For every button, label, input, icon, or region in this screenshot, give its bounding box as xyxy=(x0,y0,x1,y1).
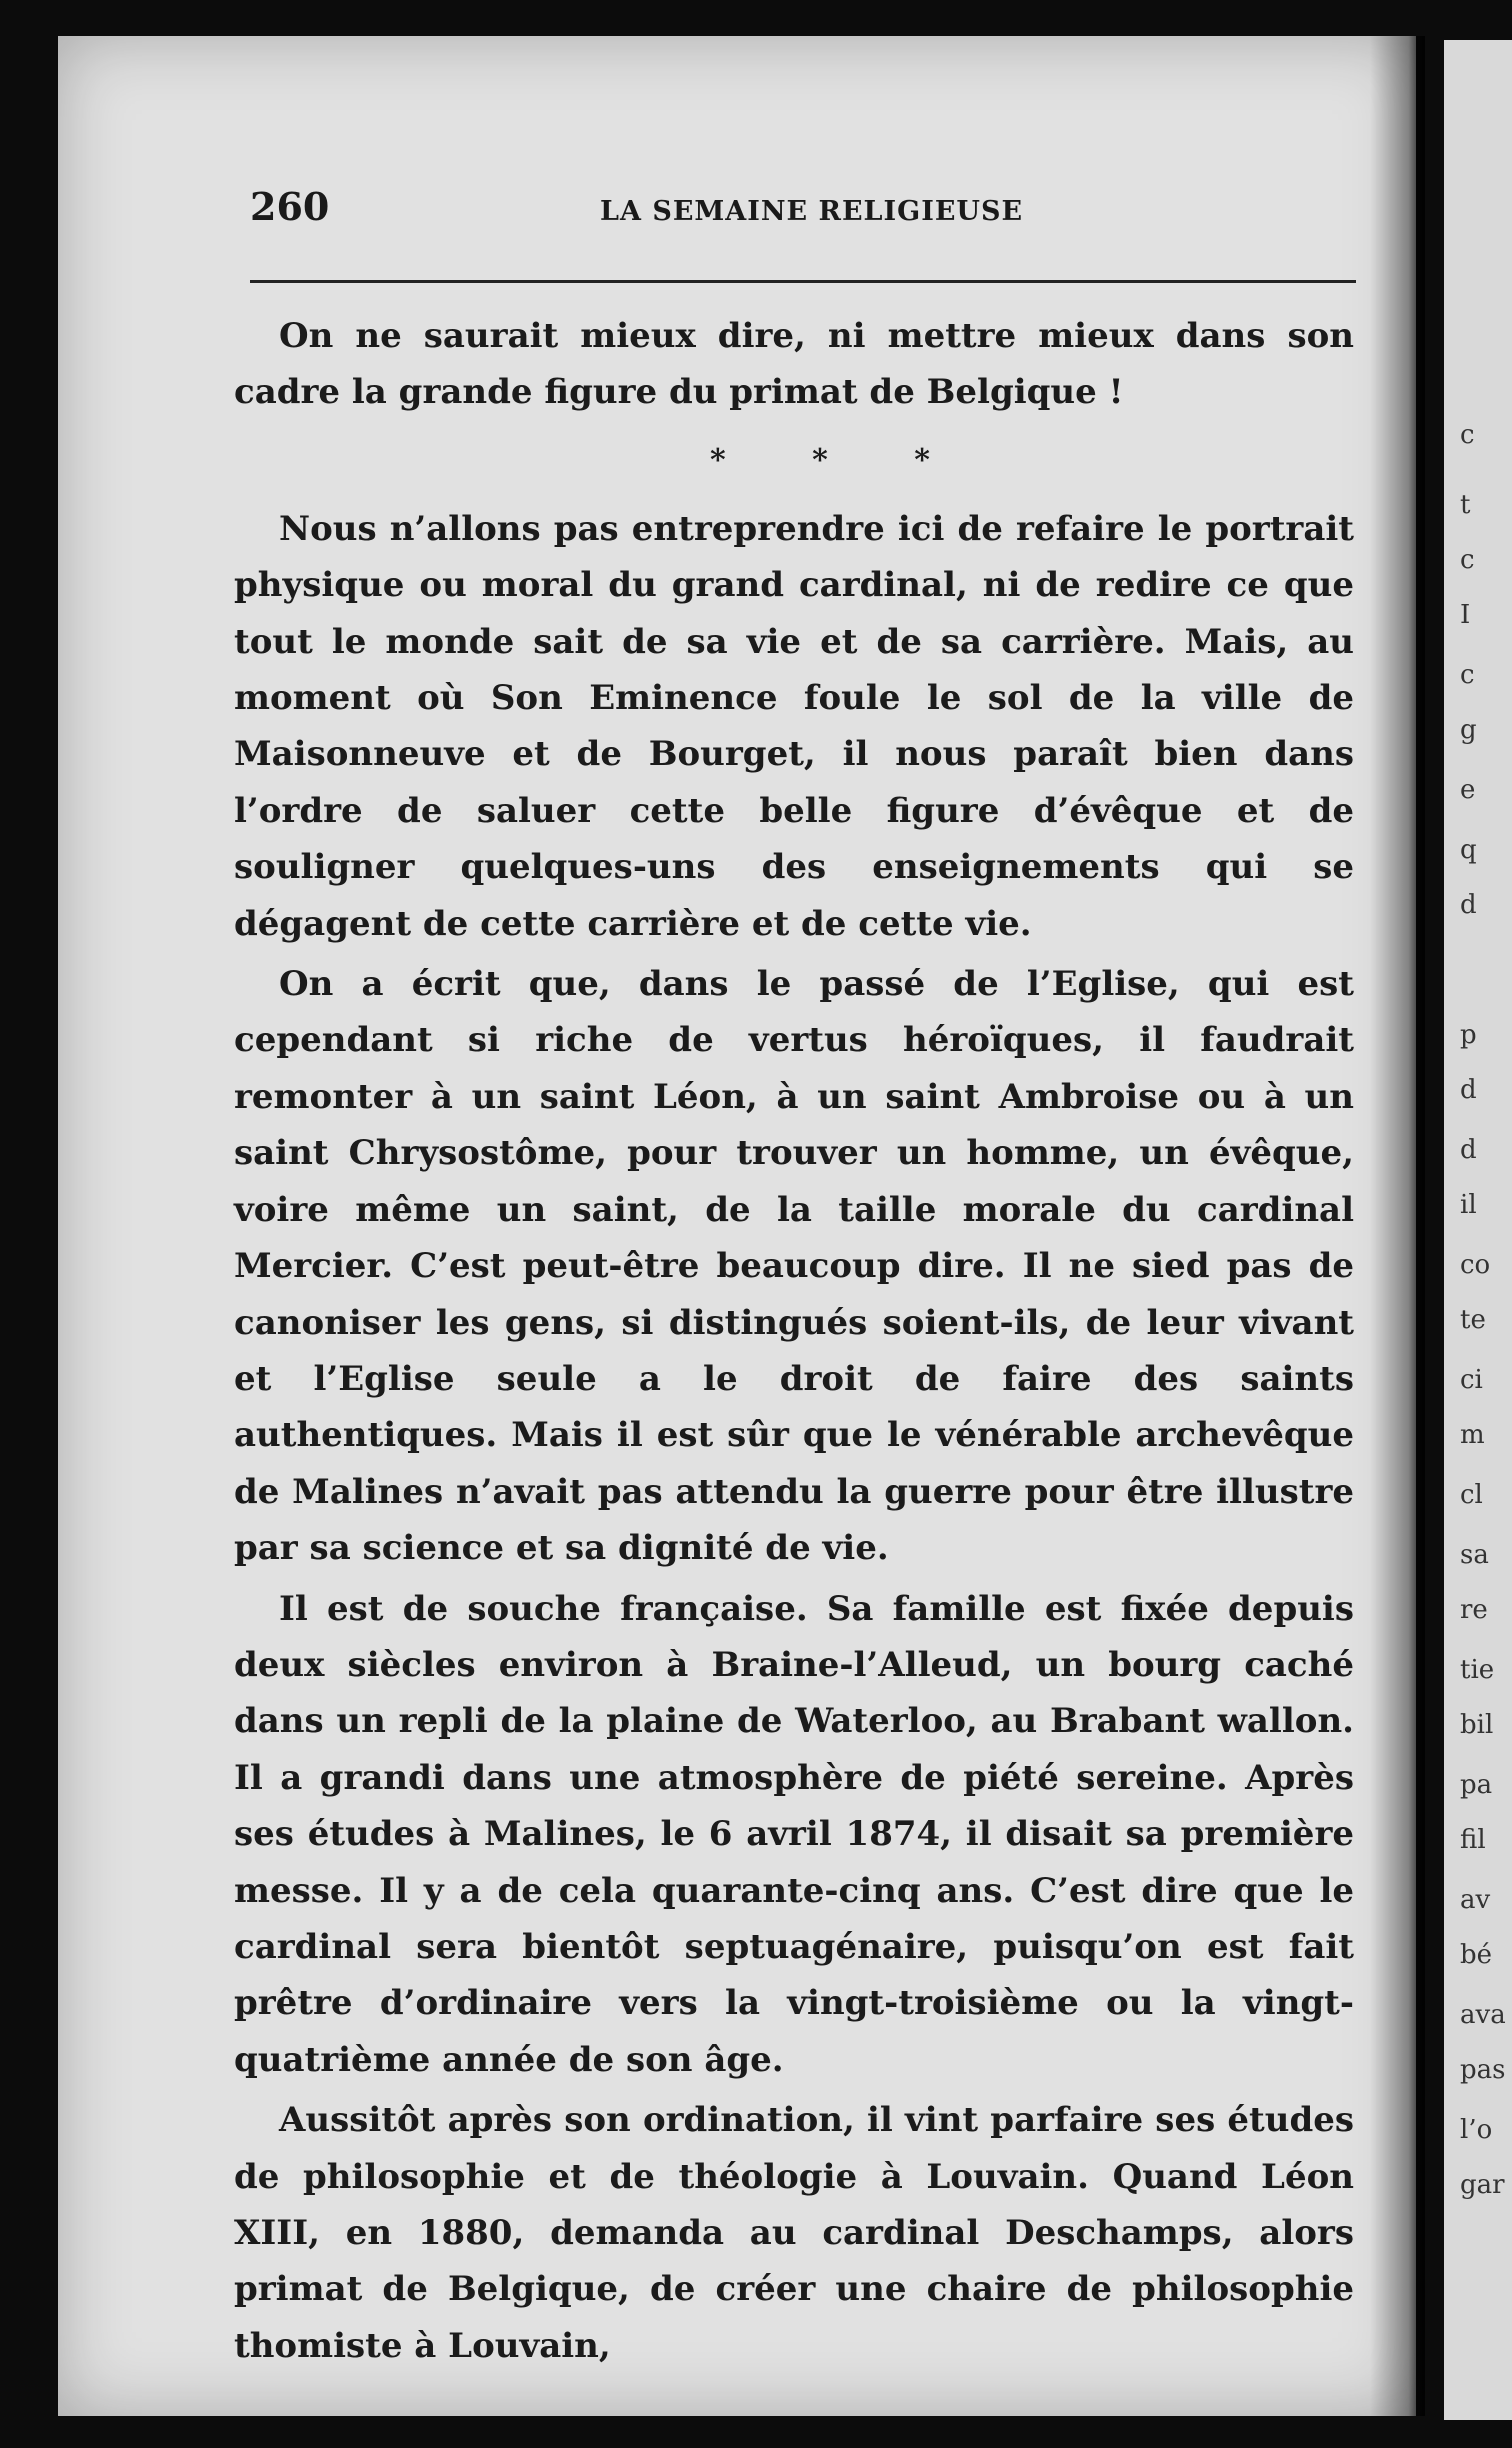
fragment: pa xyxy=(1460,1770,1493,1800)
fragment: m xyxy=(1460,1420,1485,1450)
fragment: re xyxy=(1460,1595,1488,1625)
fragment: e xyxy=(1460,775,1476,805)
fragment: av xyxy=(1460,1885,1491,1915)
opening-paragraph: On ne saurait mieux dire, ni mettre mieux dans son cadre la grande figure du primat de Belgique ! xyxy=(234,316,1354,413)
fragment: il xyxy=(1460,1190,1477,1220)
fragment: c xyxy=(1460,420,1475,450)
header-rule xyxy=(250,280,1356,283)
book-gutter xyxy=(1370,36,1425,2416)
fragment: d xyxy=(1460,1075,1477,1105)
fragment: d xyxy=(1460,1135,1477,1165)
paragraph: Aussitôt après son ordination, il vint parfaire ses études de philosophie et de théologie à Louvain. Quand Léon XIII, en 1880, demanda au cardinal Deschamps, alors primat de Belgique, de créer une chaire de philosophie thomiste à Louvain, xyxy=(234,2100,1354,2366)
fragment: c xyxy=(1460,660,1475,690)
fragment: bé xyxy=(1460,1940,1493,1970)
fragment: sa xyxy=(1460,1540,1489,1570)
fragment: bil xyxy=(1460,1710,1494,1740)
fragment: gar xyxy=(1460,2170,1505,2200)
fragment: d xyxy=(1460,890,1477,920)
fragment: ava xyxy=(1460,2000,1506,2030)
section-break: * * * xyxy=(710,442,968,478)
fragment: co xyxy=(1460,1250,1491,1280)
fragment: cl xyxy=(1460,1480,1483,1510)
fragment: ci xyxy=(1460,1365,1483,1395)
running-title: LA SEMAINE RELIGIEUSE xyxy=(600,196,1024,227)
fragment: pas xyxy=(1460,2055,1506,2085)
paragraph: Il est de souche française. Sa famille est fixée depuis deux siècles environ à Braine-l’Alleud, un bourg caché dans un repli de la plaine de Waterloo, au Brabant wallon. Il a grandi dans une atmosphère de piété sereine. Après ses études à Malines, le 6 avril 1874, il disait sa première messe. Il y a de cela quarante-cinq ans. C’est dire que le cardinal sera bientôt septuagénaire, puisqu’on est fait prêtre d’ordinaire vers la vingt-troisième ou la vingt-quatrième année de son âge. xyxy=(234,1588,1354,2080)
page-header xyxy=(250,184,1356,234)
fragment: l’o xyxy=(1460,2115,1493,2145)
fragment: c xyxy=(1460,545,1475,575)
body-text xyxy=(234,308,1354,2374)
page-number: 260 xyxy=(250,184,330,229)
fragment: t xyxy=(1460,490,1471,520)
fragment: fil xyxy=(1460,1825,1486,1855)
paragraph: Nous n’allons pas entreprendre ici de refaire le portrait physique ou moral du grand cardinal, ni de redire ce que tout le monde sait de sa vie et de sa carrière. Mais, au moment où Son Eminence foule le sol de la ville de Maisonneuve et de Bourget, il nous paraît bien dans l’ordre de saluer cette belle figure d’évêque et de souligner quelques-uns des enseignements qui se dégagent de cette carrière et de cette vie. xyxy=(234,508,1354,944)
fragment: tie xyxy=(1460,1655,1495,1685)
fragment: p xyxy=(1460,1020,1477,1050)
paragraph: On a écrit que, dans le passé de l’Eglise, qui est cependant si riche de vertus héroïques, il faudrait remonter à un saint Léon, à un saint Ambroise ou à un saint Chrysostôme, pour trouver un homme, un évêque, voire même un saint, de la taille morale du cardinal Mercier. C’est peut-être beaucoup dire. Il ne sied pas de canoniser les gens, si distingués soient-ils, de leur vivant et l’Eglise seule a le droit de faire des saints authentiques. Mais il est sûr que le vénérable archevêque de Malines n’avait pas attendu la guerre pour être illustre par sa science et sa dignité de vie. xyxy=(234,964,1354,1569)
fragment: q xyxy=(1460,835,1477,865)
fragment: te xyxy=(1460,1305,1486,1335)
fragment: g xyxy=(1460,715,1477,745)
fragment: I xyxy=(1460,600,1471,630)
